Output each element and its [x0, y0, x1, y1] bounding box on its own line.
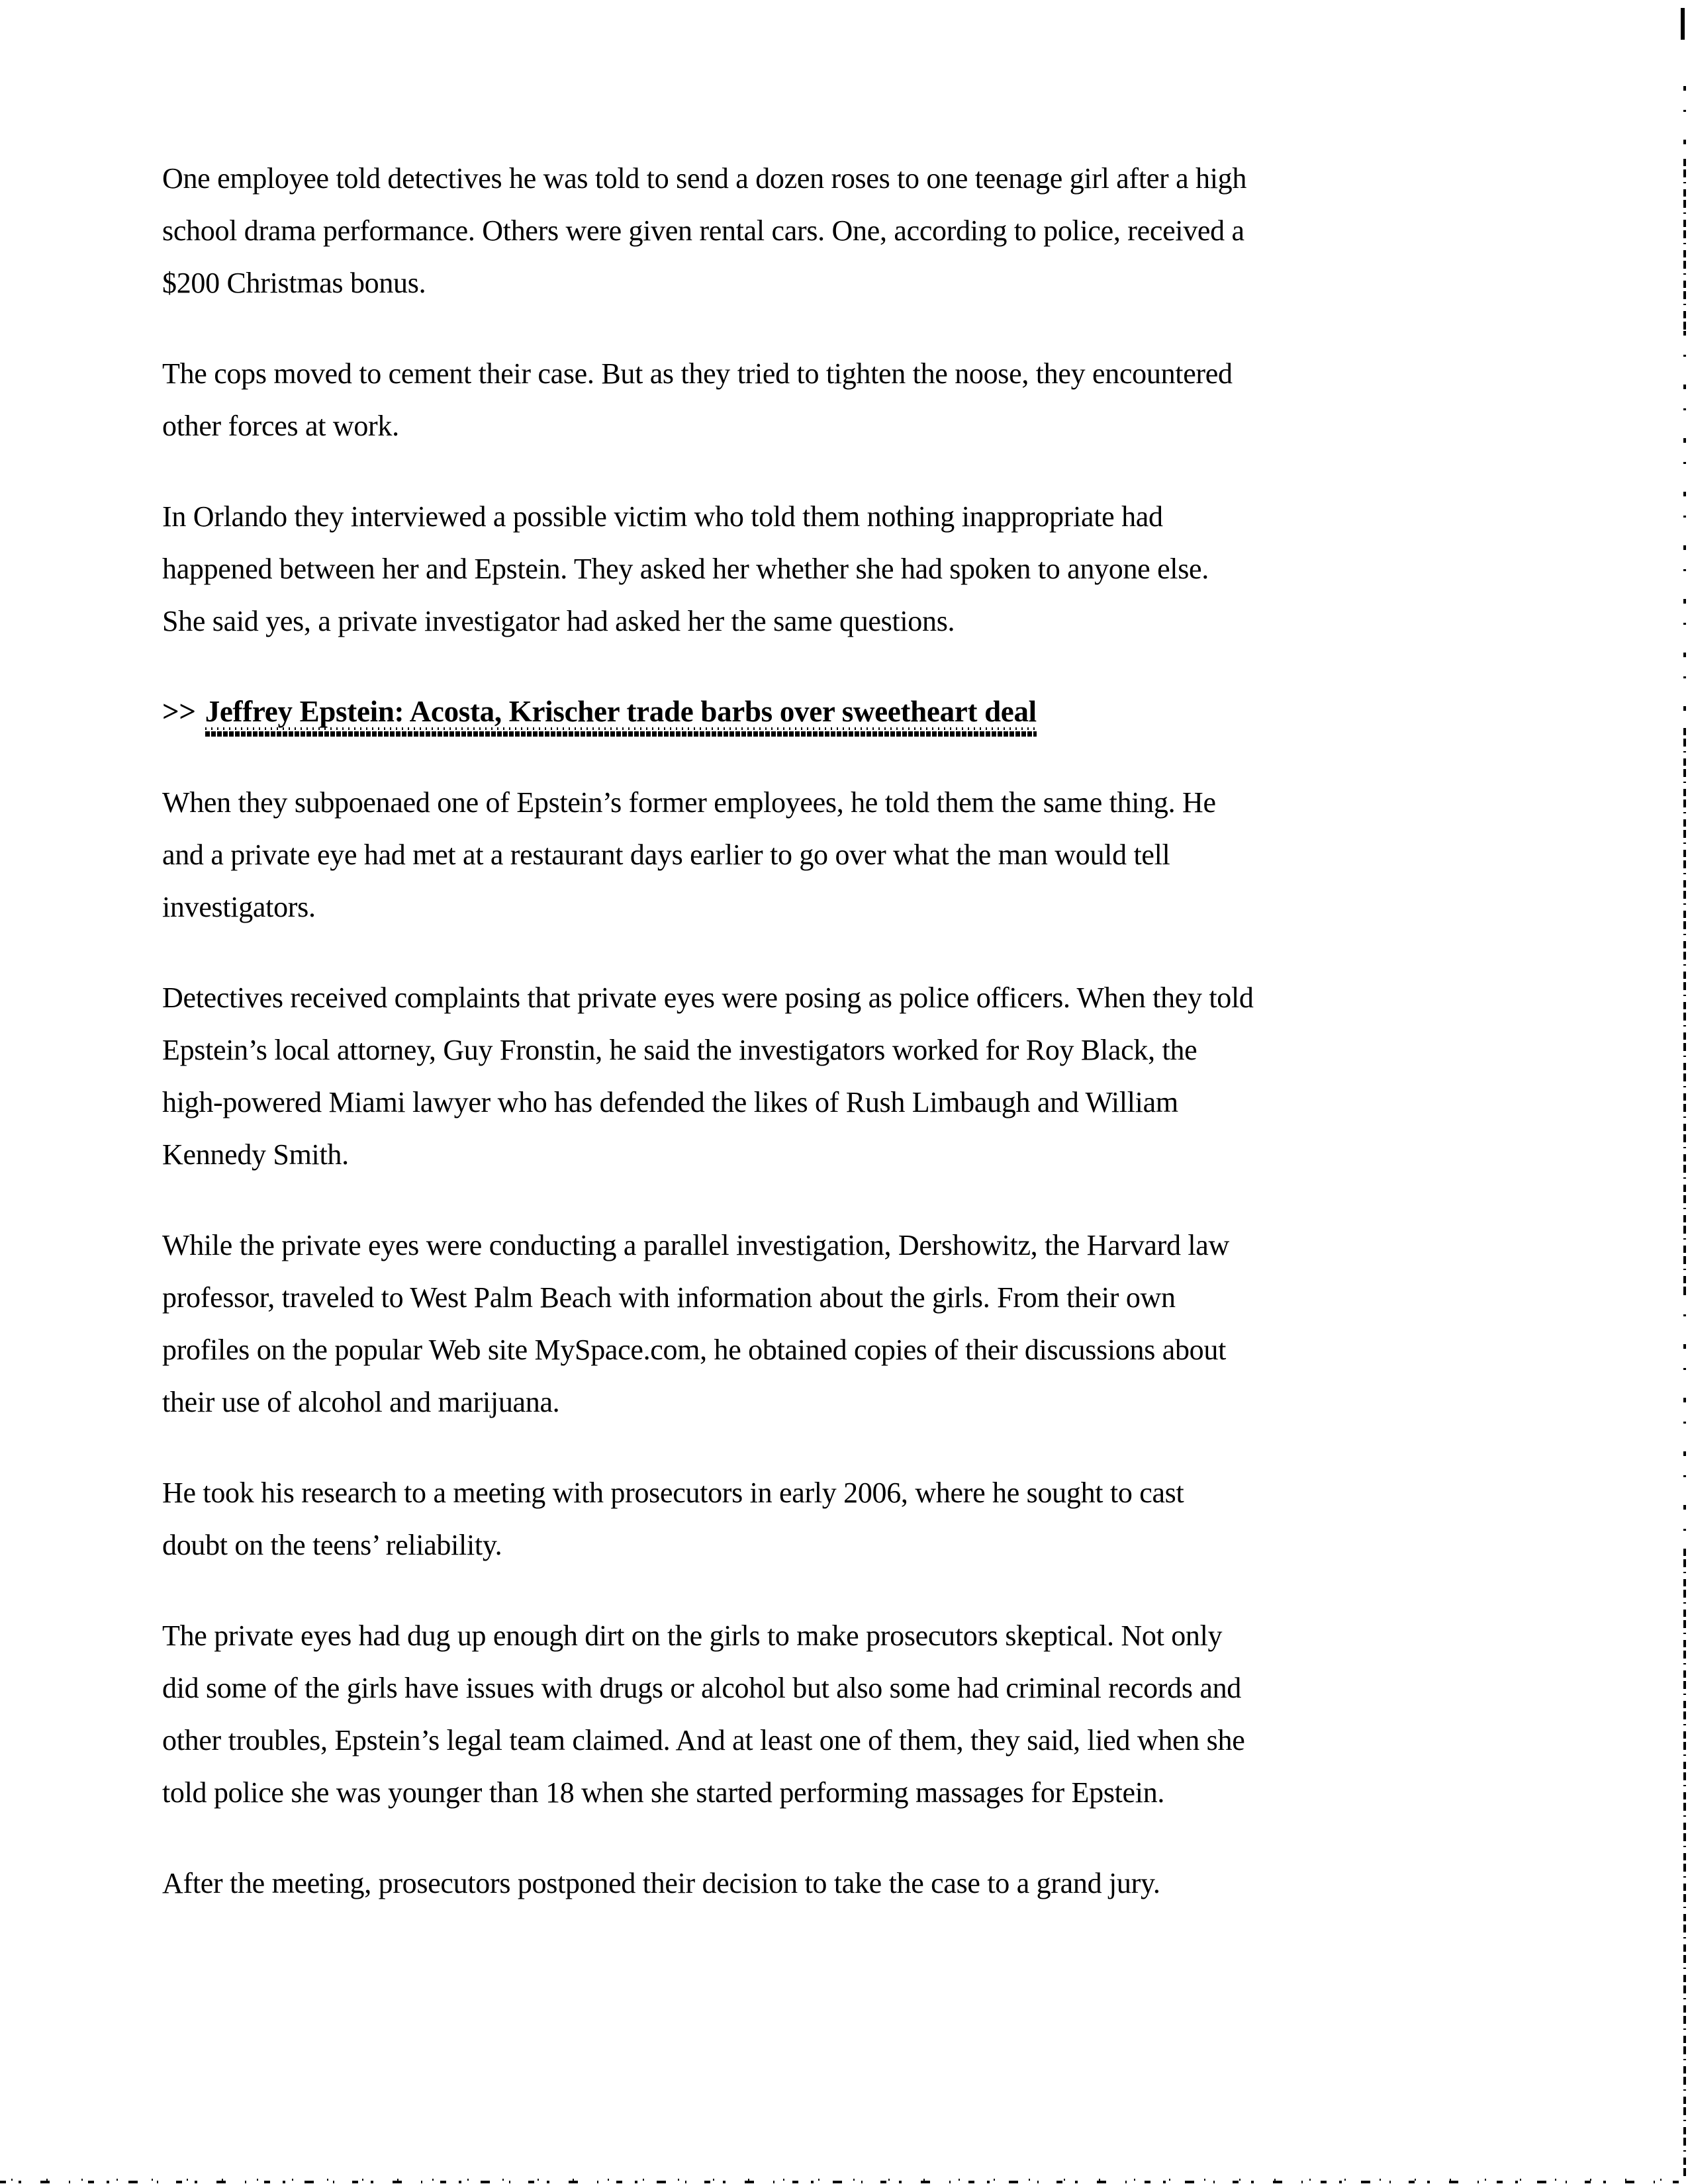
text-line: Detectives received complaints that private eyes were posing as police officers. When they told	[162, 981, 1254, 1014]
paragraph	[162, 1610, 1526, 1819]
article-text-block	[162, 152, 1526, 1948]
text-line: happened between her and Epstein. They asked her whether she had spoken to anyone else.	[162, 553, 1209, 585]
paragraph	[162, 152, 1526, 309]
text-line: The private eyes had dug up enough dirt on the girls to make prosecutors skeptical. Not only	[162, 1619, 1223, 1652]
paragraph	[162, 1219, 1526, 1428]
paragraph	[162, 347, 1526, 452]
text-line: The cops moved to cement their case. But as they tried to tighten the noose, they encountered	[162, 357, 1233, 390]
text-line: their use of alcohol and marijuana.	[162, 1386, 560, 1418]
scan-noise-right-edge	[1683, 159, 1686, 331]
scan-noise-right-edge	[1683, 1291, 1686, 1549]
text-line: In Orlando they interviewed a possible victim who told them nothing inappropriate had	[162, 500, 1163, 533]
text-line: school drama performance. Others were given rental cars. One, according to police, received a	[162, 214, 1244, 247]
text-line: After the meeting, prosecutors postponed their decision to take the case to a grand jury.	[162, 1867, 1160, 1899]
text-line: and a private eye had met at a restaurant days earlier to go over what the man would tell	[162, 839, 1170, 871]
paragraph	[162, 490, 1526, 647]
text-line: professor, traveled to West Palm Beach with information about the girls. From their own	[162, 1281, 1176, 1314]
related-article-link[interactable]: Jeffrey Epstein: Acosta, Krischer trade barbs over sweetheart deal	[205, 695, 1037, 739]
text-line: did some of the girls have issues with drugs or alcohol but also some had criminal records and	[162, 1672, 1242, 1704]
link-prefix-chevrons: >>	[162, 695, 196, 728]
scan-noise-right-edge	[1683, 86, 1686, 159]
text-line: other forces at work.	[162, 410, 399, 442]
scan-noise-right-edge	[1683, 331, 1686, 728]
scan-noise-right-edge	[1683, 728, 1686, 1291]
scan-noise-right-edge	[1683, 1549, 1686, 2179]
text-line: high-powered Miami lawyer who has defended the likes of Rush Limbaugh and William	[162, 1086, 1178, 1118]
text-line: Kennedy Smith.	[162, 1138, 349, 1171]
text-line: $200 Christmas bonus.	[162, 267, 426, 299]
text-line: told police she was younger than 18 when she started performing massages for Epstein.	[162, 1776, 1165, 1809]
text-line: He took his research to a meeting with prosecutors in early 2006, where he sought to cast	[162, 1477, 1184, 1509]
text-line: She said yes, a private investigator had asked her the same questions.	[162, 605, 955, 637]
text-line: profiles on the popular Web site MySpace.com, he obtained copies of their discussions about	[162, 1334, 1226, 1366]
text-line: other troubles, Epstein’s legal team claimed. And at least one of them, they said, lied when she	[162, 1724, 1245, 1756]
paragraph	[162, 1857, 1526, 1909]
text-line: Epstein’s local attorney, Guy Fronstin, he said the investigators worked for Roy Black, the	[162, 1034, 1197, 1066]
paragraph	[162, 776, 1526, 933]
paragraph	[162, 972, 1526, 1181]
paragraph	[162, 1467, 1526, 1571]
text-line: While the private eyes were conducting a parallel investigation, Dershowitz, the Harvard law	[162, 1229, 1230, 1261]
text-line: One employee told detectives he was told to send a dozen roses to one teenage girl after a high	[162, 162, 1247, 195]
text-line: When they subpoenaed one of Epstein’s former employees, he told them the same thing. He	[162, 786, 1216, 819]
text-line: investigators.	[162, 891, 316, 923]
related-link-row	[162, 686, 1526, 738]
scan-noise-bottom-edge	[0, 2179, 1688, 2183]
scan-noise-top-right-tick	[1681, 8, 1685, 40]
text-line: doubt on the teens’ reliability.	[162, 1529, 502, 1561]
